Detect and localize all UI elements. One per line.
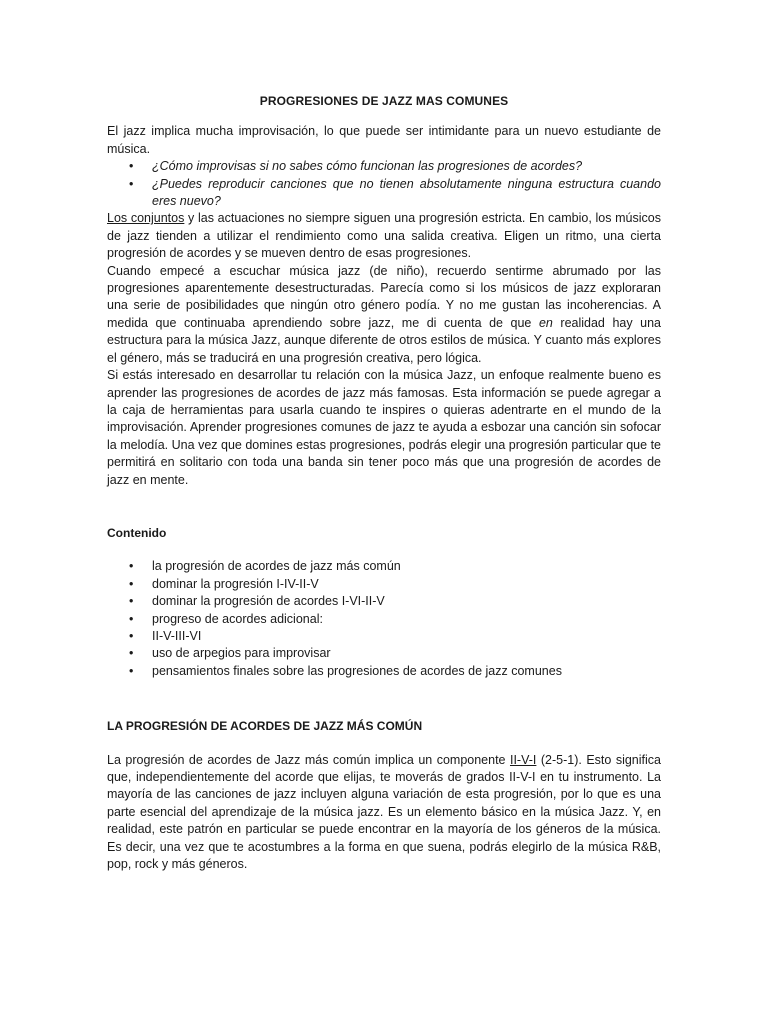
bullet-icon: • xyxy=(129,176,134,191)
toc-item[interactable]: • progreso de acordes adicional: xyxy=(107,611,661,628)
document-page xyxy=(107,93,661,873)
paragraph-text: (2-5-1). Esto significa que, independientemente del acorde que elijas, te moverás de grados II-V-I en tu instrumento. La mayoría de las canciones de jazz incluyen alguna variación de esta progresión, por lo que es una parte esencial del aprendizaje de la música jazz. Es un elemento básico en la música Jazz. Y, en realidad, este patrón en particular se puede encontrar en la mayoría de los géneros de la música. Es decir, una vez que te acostumbres a la forma en que suena, podrás elegirlo de la música R&B, pop, rock y más géneros. xyxy=(107,752,661,872)
paragraph-text: La progresión de acordes de Jazz más común implica un componente xyxy=(107,752,510,767)
emphasis-text: en xyxy=(538,315,553,330)
question-text: ¿Cómo improvisas si no sabes cómo funcionan las progresiones de acordes? xyxy=(152,159,583,174)
bullet-icon: • xyxy=(129,663,134,678)
paragraph-text: Cuando empecé a escuchar música jazz (de niño), recuerdo sentirme abrumado por las progresiones aparentemente desestructuradas. Parecía como si los músicos de jazz exploraran una serie de posibilidades que ningún otro género podía. Y no me gustan las incoherencias. A medida que continuaba aprendiendo sobre jazz, me di cuenta de que xyxy=(107,263,661,330)
bullet-icon: • xyxy=(129,159,134,174)
paragraph-interest: Si estás interesado en desarrollar tu relación con la música Jazz, un enfoque realmente bueno es aprender las progresiones de acordes de jazz más famosas. Esta información se puede agregar a la caja de herramientas para usarla cuando te inspires o quieras adentrarte en el mundo de la improvisación. Aprender progresiones comunes de jazz te ayuda a esbozar una canción sin sofocar la melodía. Una vez que domines estas progresiones, podrás elegir una progresión particular que te permitirá en solitario con toda una banda sin tener poco más que una progresión de acordes de jazz en mente. xyxy=(107,368,661,487)
list-item xyxy=(107,176,661,211)
page-title: PROGRESIONES DE JAZZ MAS COMUNES xyxy=(259,94,509,108)
toc-item[interactable]: • dominar la progresión de acordes I-VI-II-V xyxy=(107,593,661,610)
question-list xyxy=(107,158,661,210)
paragraph-ensembles xyxy=(107,210,661,262)
toc-item[interactable]: • dominar la progresión I-IV-II-V xyxy=(107,576,661,593)
paragraph-text: y las actuaciones no siempre siguen una progresión estricta. En cambio, los músicos de jazz tienden a utilizar el rendimiento como una salida creativa. Eligen un ritmo, una cierta progresión de acordes y se mueven dentro de esas progresiones. xyxy=(107,211,661,261)
bullet-icon: • xyxy=(129,646,134,661)
bullet-icon: • xyxy=(129,594,134,609)
toc-item[interactable]: • la progresión de acordes de jazz más común xyxy=(107,558,661,575)
bullet-icon: • xyxy=(129,628,134,643)
ii-v-i-link[interactable]: II-V-I xyxy=(509,752,537,767)
bullet-icon: • xyxy=(129,559,134,574)
ensembles-link[interactable]: Los conjuntos xyxy=(107,211,185,226)
toc-item[interactable]: • II-V-III-VI xyxy=(107,628,661,645)
paragraph-text: realidad hay una estructura para la música Jazz, aunque diferente de otros estilos de música. Y cuanto más explores el género, más se traducirá en una progresión creativa, pero lógica. xyxy=(107,315,661,365)
question-text: ¿Puedes reproducir canciones que no tienen absolutamente ninguna estructura cuando eres nuevo? xyxy=(152,176,661,209)
section-paragraph xyxy=(107,752,661,874)
bullet-icon: • xyxy=(129,611,134,626)
section-heading: LA PROGRESIÓN DE ACORDES DE JAZZ MÁS COMÚN xyxy=(107,719,423,734)
toc-item[interactable]: • uso de arpegios para improvisar xyxy=(107,645,661,662)
intro-paragraph: El jazz implica mucha improvisación, lo que puede ser intimidante para un nuevo estudiante de música. xyxy=(107,124,661,156)
toc-item[interactable]: • pensamientos finales sobre las progresiones de acordes de jazz comunes xyxy=(107,663,661,680)
toc-heading: Contenido xyxy=(107,525,167,540)
paragraph-childhood xyxy=(107,263,661,367)
list-item xyxy=(107,158,661,175)
table-of-contents xyxy=(107,558,661,680)
bullet-icon: • xyxy=(129,576,134,591)
